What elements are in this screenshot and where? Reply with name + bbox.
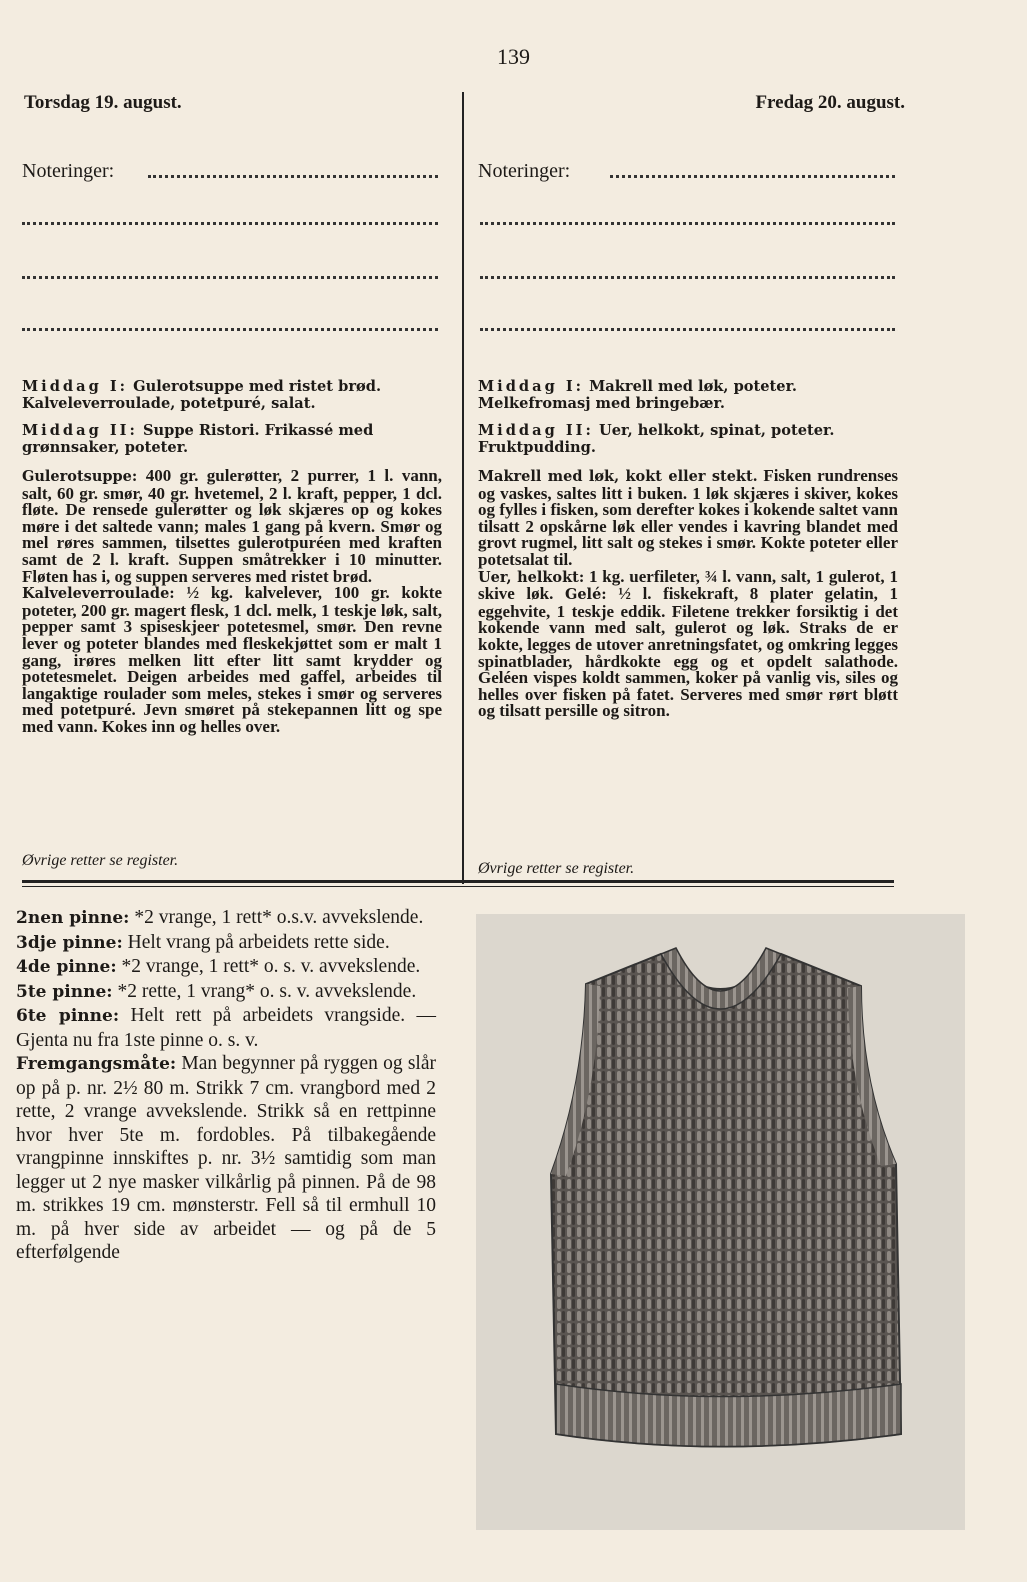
menu-left xyxy=(22,378,442,736)
column-divider xyxy=(462,92,464,884)
notes-line-left-2 xyxy=(22,222,438,225)
meal-2-right: Middag II: Uer, helkokt, spinat, poteter. Fruktpudding. xyxy=(478,422,835,456)
notes-label-right: Noteringer: xyxy=(478,160,571,182)
row-6: 6te pinne: Helt rett på arbeidets vrangside. — Gjenta nu fra 1ste pinne o. s. v. xyxy=(16,1005,437,1051)
day-heading-thursday: Torsdag 19. august. xyxy=(24,92,182,113)
menu-right xyxy=(478,378,898,720)
recipe-left: Gulerotsuppe: 400 gr. gulerøtter, 2 purrer, 1 l. vann, salt, 60 gr. smør, 40 gr. hvetemel, 2 l. kraft, pepper, 1 dcl. fløte. De rensede gulerøtter og løk skjæres op og kokes møre i det saltede vann; males 1 gang på kvern. Smør og mel røres sammen, tilsettes gulerotpuréen med kraften samt de 2 l. kraft. Suppen småtrekker i 10 minutter. Fløten has i, og suppen serveres med ristet brød. Kalveleverroulade: ½ kg. kalvelever, 100 gr. kokte poteter, 200 gr. magert flesk, 1 dcl. melk, 1 teskje løk, salt, pepper samt 3 spiseskjeer potetesmel, smør. Den revne lever og poteter blandes med fleskekjøttet som er malt 1 gang, irøres melken litt efter litt samt krydder og potetesmelet. Deigen arbeides med gaffel, arbeides til langaktige roulader som meles, stekes i smør og serveres med potetpuré. Jevn smøret på stekepannen litt og spe med vann. Kokes inn og helles over. xyxy=(22,466,443,736)
notes-line-right-3 xyxy=(480,276,895,279)
register-note-right: Øvrige retter se register. xyxy=(478,860,635,877)
notes-line-right-2 xyxy=(480,222,895,225)
row-5: 5te pinne: *2 rette, 1 vrang* o. s. v. avvekslende. xyxy=(16,980,417,1002)
page-number: 139 xyxy=(497,44,530,69)
day-heading-friday: Fredag 20. august. xyxy=(755,92,905,113)
vest-illustration xyxy=(476,914,965,1530)
notes-line-left-1 xyxy=(148,175,438,178)
notes-label-left: Noteringer: xyxy=(22,160,115,182)
meal-2-left: Middag II: Suppe Ristori. Frikassé med grønnsaker, poteter. xyxy=(22,422,374,456)
notes-line-left-4 xyxy=(22,328,438,331)
register-note-left: Øvrige retter se register. xyxy=(22,852,179,869)
row-4: 4de pinne: *2 vrange, 1 rett* o. s. v. avvekslende. xyxy=(16,956,421,977)
meal-1-left: Middag I: Gulerotsuppe med ristet brød. Kalveleverroulade, potetpuré, salat. xyxy=(22,378,382,412)
notes-line-right-1 xyxy=(610,175,895,178)
knitting-instructions xyxy=(16,906,436,1265)
section-rule-thin xyxy=(22,886,894,887)
notes-line-right-4 xyxy=(480,328,895,331)
notes-line-left-3 xyxy=(22,276,438,279)
section-rule-thick xyxy=(22,880,894,883)
row-3: 3dje pinne: Helt vrang på arbeidets rette side. xyxy=(16,931,390,953)
method: Fremgangsmåte: Man begynner på ryggen og slår op på p. nr. 2½ 80 m. Strikk 7 cm. vrangbord med 2 rette, 2 vrange avvekslende. Strikk så en rettpinne hvor hver 5te m. fordobles. På tilbakegående vrangpinne innskiftes p. nr. 3½ samtidig som man legger ut 2 nye masker vilkårlig på pinnen. På de 98 m. strikkes 19 cm. mønsterstr. Fell så til ermhull 10 m. på hver side av arbeidet — og på de 5 efterfølgende xyxy=(16,1053,436,1263)
knitted-vest-photo xyxy=(476,914,965,1530)
row-2: 2nen pinne: *2 vrange, 1 rett* o.s.v. avvekslende. xyxy=(16,907,424,928)
meal-1-right: Middag I: Makrell med løk, poteter. Melkefromasj med bringebær. xyxy=(478,378,798,412)
recipe-right: Makrell med løk, kokt eller stekt. Fisken rundrenses og vaskes, saltes litt i buken. 1 løk skjæres i skiver, kokes og fylles i fisken, som derefter kokes i kokende saltet vann tilsatt 2 opskårne løk eller vendes i kavring blandet med grovt rugmel, litt salt og stekes i smør. Kokte poteter eller potetsalat til. Uer, helkokt: 1 kg. uerfileter, ¾ l. vann, salt, 1 gulerot, 1 skive løk. Gelé: ½ l. fiskekraft, 8 plater gelatin, 1 eggehvite, 1 teskje eddik. Filetene trekker forsiktig i det kokende vann med salt, gulerot og løk. Straks de er kokte, legges de utover anretningsfatet, og omkring legges spinatblader, hårdkokte egg og et opdelt salathode. Geléen vispes koldt sammen, koker på vanlig vis, siles og helles over fisken på fatet. Serveres med smør rørt bløtt og tilsatt persille og sitron. xyxy=(478,466,899,721)
